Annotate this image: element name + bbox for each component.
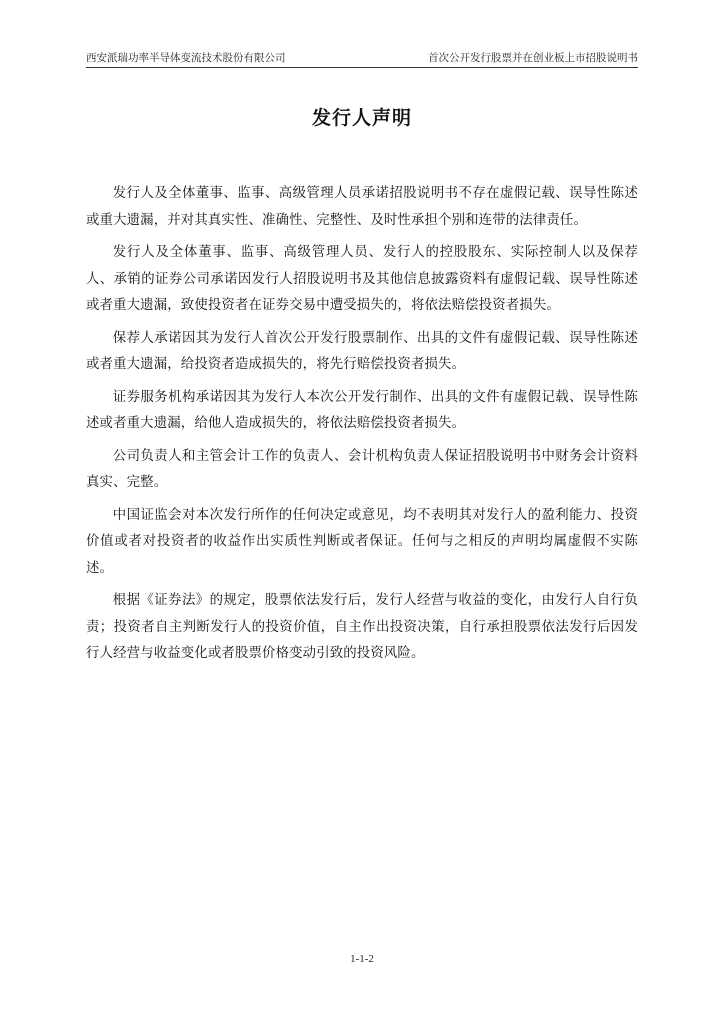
statement-paragraph-3: 保荐人承诺因其为发行人首次公开发行股票制作、出具的文件有虚假记载、误导性陈述或者重大遗漏，给投资者造成损失的，将先行赔偿投资者损失。 — [86, 330, 638, 372]
statement-paragraph-5: 公司负责人和主管会计工作的负责人、会计机构负责人保证招股说明书中财务会计资料真实、完整。 — [86, 448, 638, 490]
statement-body — [86, 181, 638, 674]
page-header — [86, 51, 638, 67]
header-company-name: 西安派瑞功率半导体变流技术股份有限公司 — [86, 52, 286, 64]
statement-paragraph-4: 证券服务机构承诺因其为发行人本次公开发行制作、出具的文件有虚假记载、误导性陈述或者重大遗漏，给他人造成损失的，将依法赔偿投资者损失。 — [86, 389, 638, 431]
statement-paragraph-2: 发行人及全体董事、监事、高级管理人员、发行人的控股股东、实际控制人以及保荐人、承销的证券公司承诺因发行人招股说明书及其他信息披露资料有虚假记载、误导性陈述或者重大遗漏，致使投资者在证券交易中遭受损失的，将依法赔偿投资者损失。 — [86, 245, 638, 313]
page-title: 发行人声明 — [311, 107, 412, 129]
statement-paragraph-7: 根据《证券法》的规定，股票依法发行后，发行人经营与收益的变化，由发行人自行负责；投资者自主判断发行人的投资价值，自主作出投资决策，自行承担股票依法发行后因发行人经营与收益变化或者股票价格变动引致的投资风险。 — [86, 593, 638, 661]
page-number: 1-1-2 — [350, 953, 374, 965]
header-document-title: 首次公开发行股票并在创业板上市招股说明书 — [428, 52, 638, 64]
header-divider — [86, 67, 638, 68]
statement-paragraph-1: 发行人及全体董事、监事、高级管理人员承诺招股说明书不存在虚假记载、误导性陈述或重大遗漏，并对其真实性、准确性、完整性、及时性承担个别和连带的法律责任。 — [86, 186, 638, 228]
statement-paragraph-6: 中国证监会对本次发行所作的任何决定或意见，均不表明其对发行人的盈利能力、投资价值或者对投资者的收益作出实质性判断或者保证。任何与之相反的声明均属虚假不实陈述。 — [86, 507, 638, 576]
